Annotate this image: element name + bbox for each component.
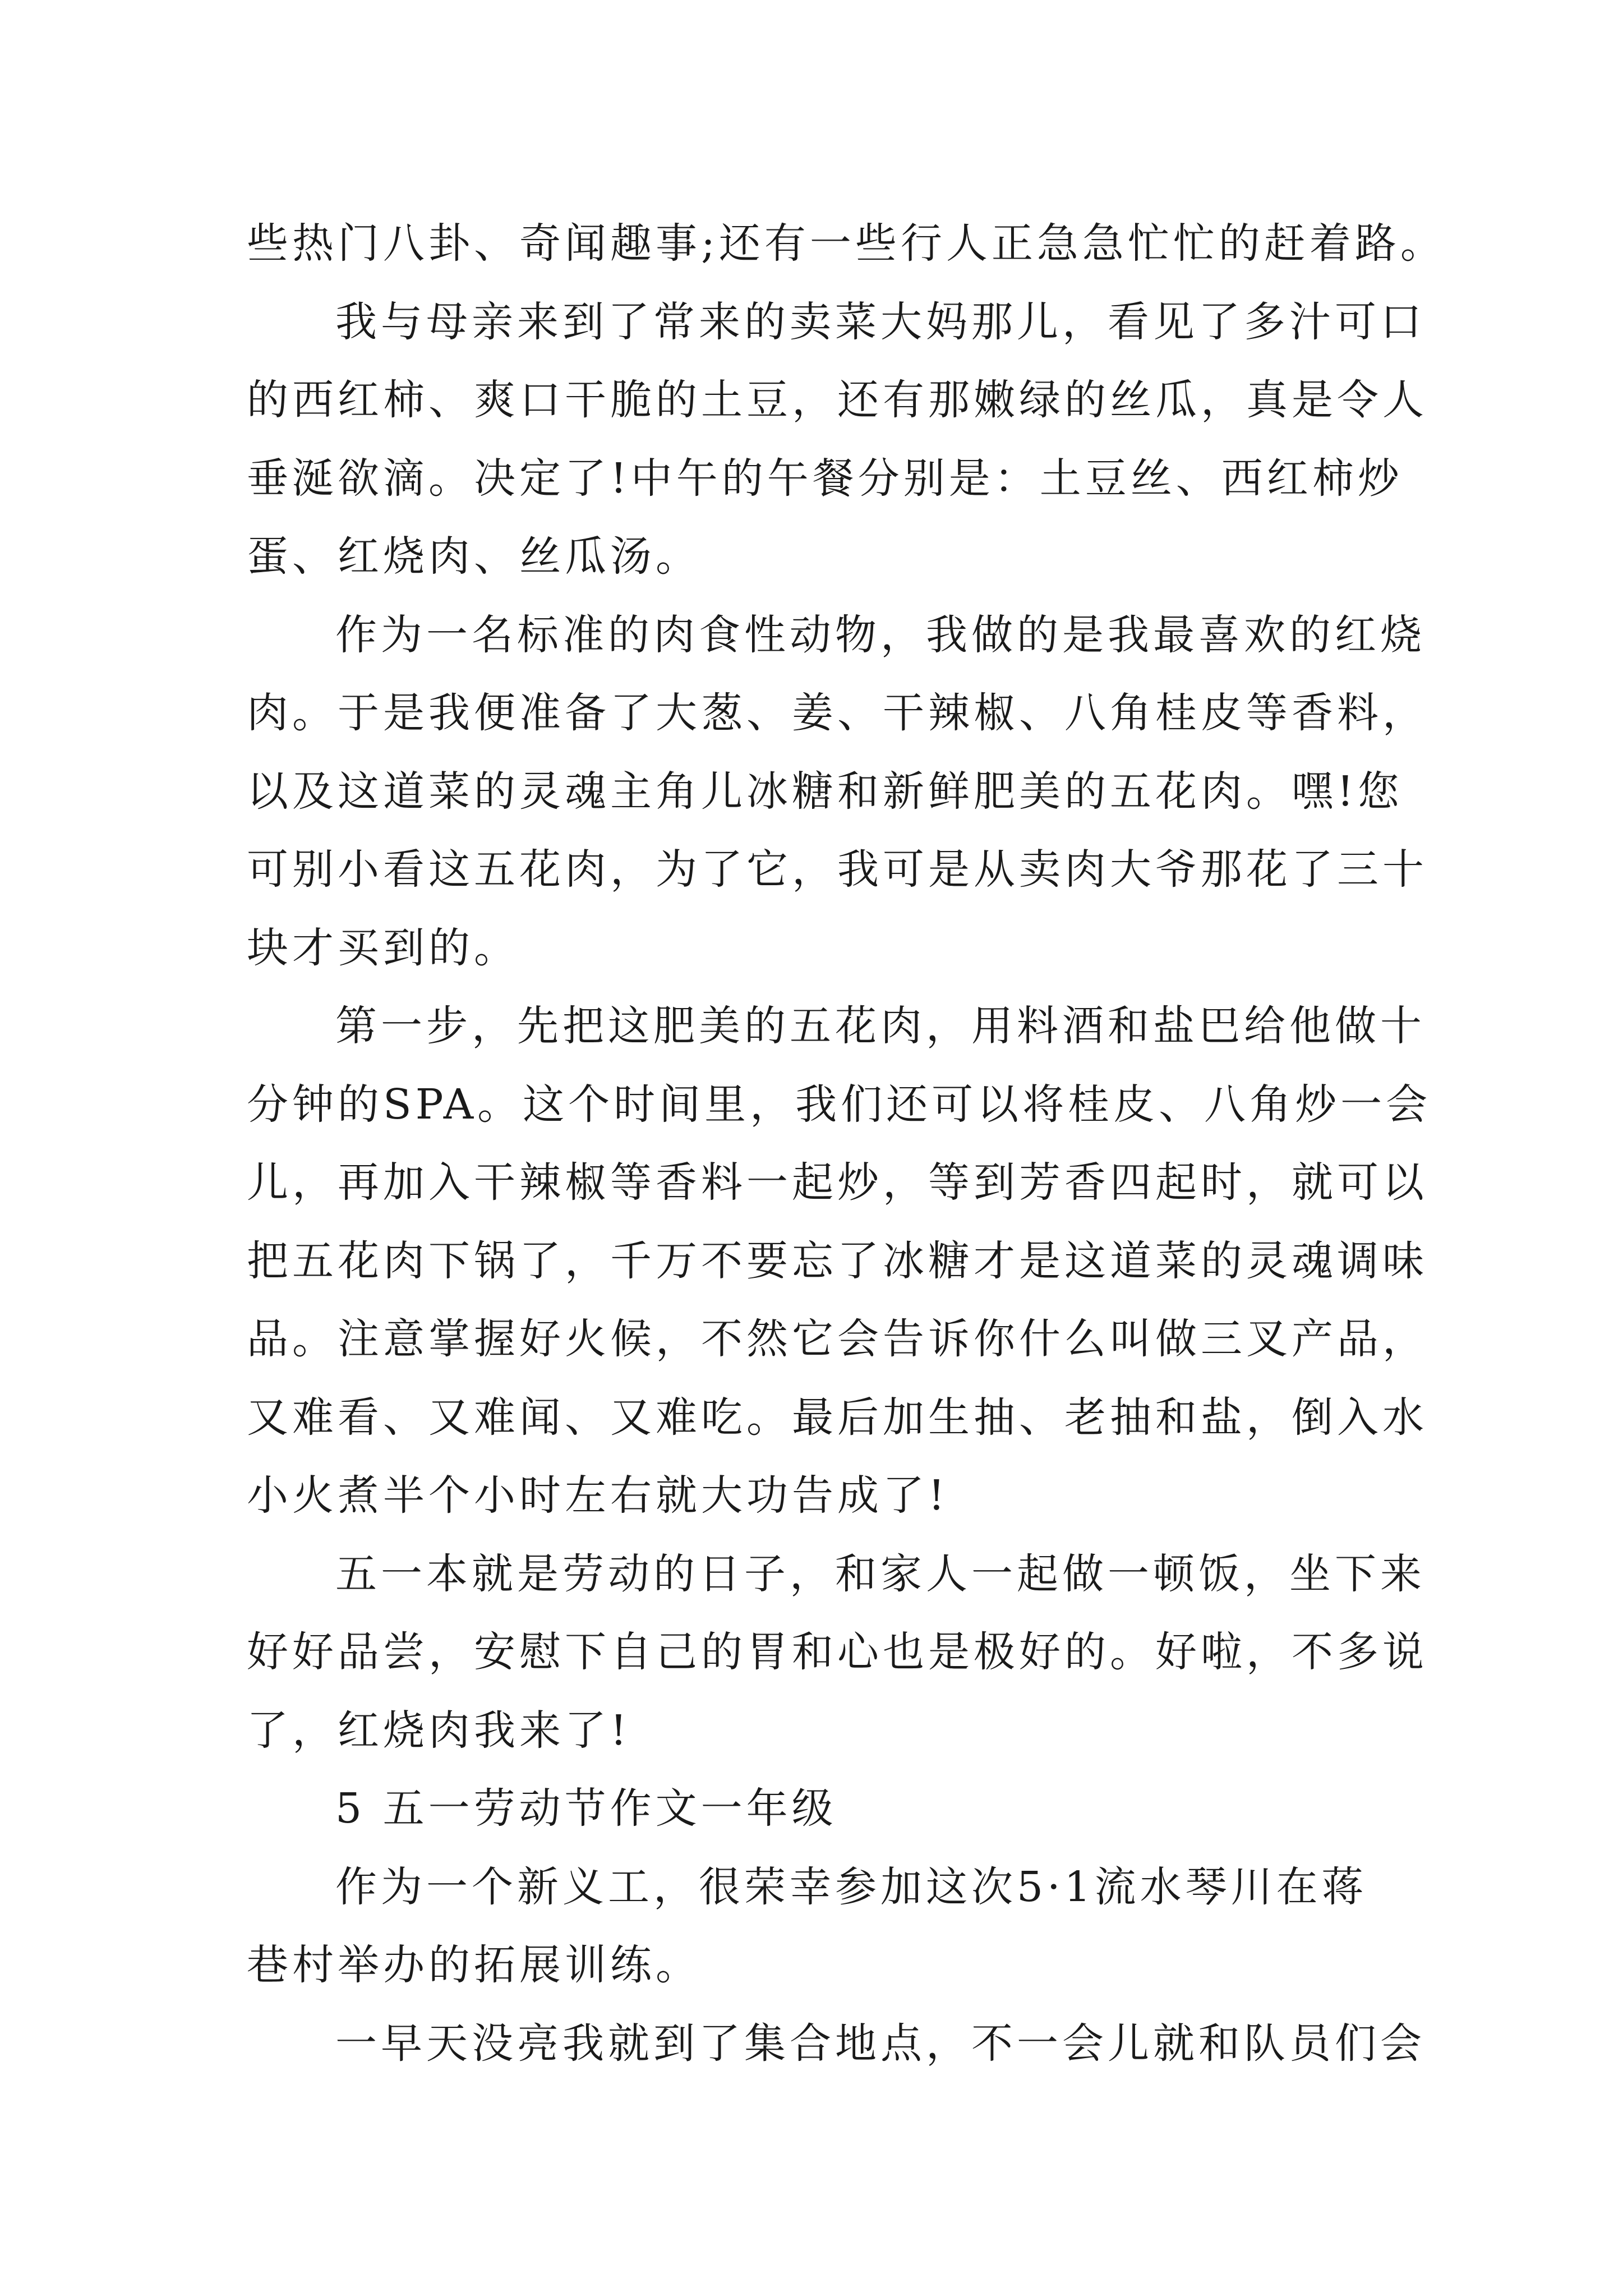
document-body: [247, 205, 1446, 2083]
text-line: 作为一个新义工，很荣幸参加这次5·1流水琴川在蒋: [335, 1862, 1367, 1911]
text-line: 垂涎欲滴。决定了!中午的午餐分别是：土豆丝、西红柿炒: [247, 454, 1403, 503]
text-line: 一早天没亮我就到了集合地点，不一会儿就和队员们会: [335, 2019, 1426, 2068]
section-heading: 5 五一劳动节作文一年级: [335, 1784, 837, 1833]
text-line: 蛋、红烧肉、丝瓜汤。: [247, 532, 701, 581]
text-line: 了，红烧肉我来了!: [247, 1706, 631, 1755]
text-line: 小火煮半个小时左右就大功告成了!: [247, 1471, 949, 1520]
text-line: 的西红柿、爽口干脆的土豆，还有那嫩绿的丝瓜，真是令人: [247, 376, 1428, 424]
text-line: 分钟的SPA。这个时间里，我们还可以将桂皮、八角炒一会: [247, 1080, 1432, 1129]
text-line: 第一步，先把这肥美的五花肉，用料酒和盐巴给他做十: [335, 1002, 1426, 1050]
text-line: 又难看、又难闻、又难吃。最后加生抽、老抽和盐，倒入水: [247, 1393, 1428, 1442]
text-line: 我与母亲来到了常来的卖菜大妈那儿，看见了多汁可口: [335, 297, 1426, 346]
text-line: 些热门八卦、奇闻趣事;还有一些行人正急急忙忙的赶着路。: [247, 219, 1446, 268]
text-line: 品。注意掌握好火候，不然它会告诉你什么叫做三叉产品，: [247, 1315, 1428, 1363]
text-line: 好好品尝，安慰下自己的胃和心也是极好的。好啦，不多说: [247, 1628, 1428, 1676]
text-line: 可别小看这五花肉，为了它，我可是从卖肉大爷那花了三十: [247, 845, 1428, 894]
text-line: 五一本就是劳动的日子，和家人一起做一顿饭，坐下来: [335, 1549, 1426, 1598]
text-line: 以及这道菜的灵魂主角儿冰糖和新鲜肥美的五花肉。嘿!您: [247, 767, 1403, 816]
text-line: 作为一名标准的肉食性动物，我做的是我最喜欢的红烧: [335, 610, 1426, 659]
text-line: 把五花肉下锅了，千万不要忘了冰糖才是这道菜的灵魂调味: [247, 1236, 1428, 1285]
text-line: 块才买到的。: [247, 923, 519, 972]
text-line: 巷村举办的拓展训练。: [247, 1941, 701, 1989]
text-line: 儿，再加入干辣椒等香料一起炒，等到芳香四起时，就可以: [247, 1158, 1428, 1207]
text-line: 肉。于是我便准备了大葱、姜、干辣椒、八角桂皮等香料，: [247, 689, 1428, 737]
